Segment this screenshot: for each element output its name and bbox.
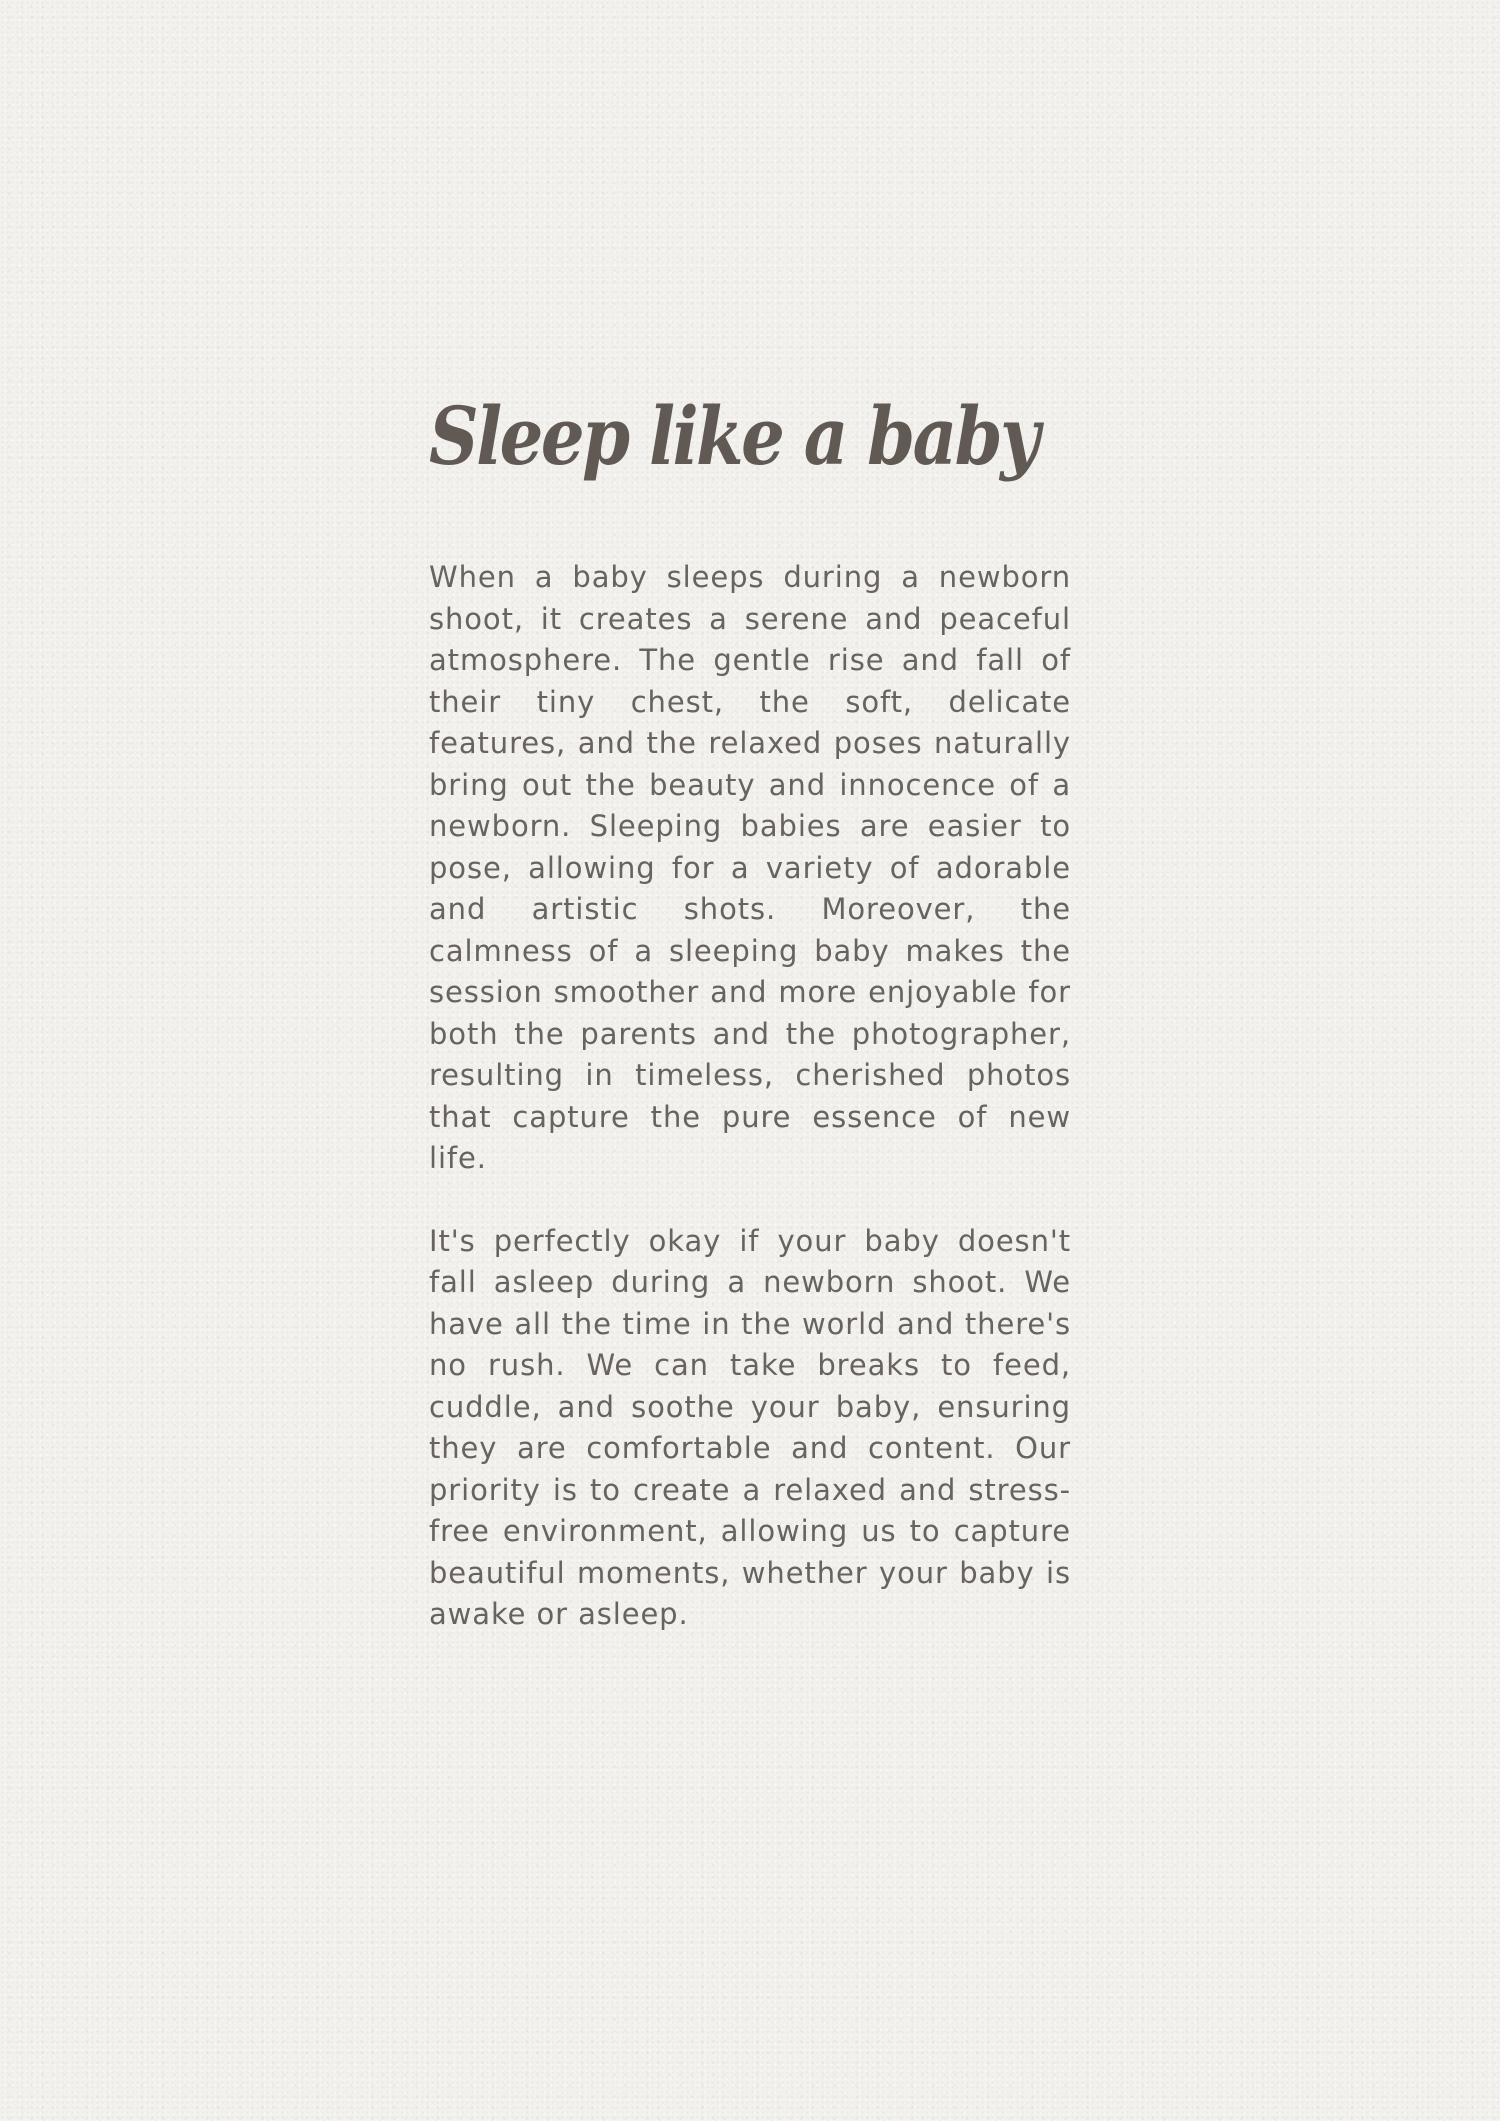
document-content: [429, 380, 1071, 1636]
paragraph-awake-baby: It's perfectly okay if your baby doesn't fall asleep during a newborn shoot. We have all the time in the world and there's no rush. We can take breaks to feed, cuddle, and soothe your baby, ensuring they are comfortable and content. Our priority is to create a relaxed and stress-free environment, allowing us to capture beautiful moments, whether your baby is awake or asleep.: [429, 1223, 1071, 1631]
paragraph-sleeping-baby: When a baby sleeps during a newborn shoot, it creates a serene and peaceful atmosphere. The gentle rise and fall of their tiny chest, the soft, delicate features, and the relaxed poses naturally bring out the beauty and innocence of a newborn. Sleeping babies are easier to pose, allowing for a variety of adorable and artistic shots. Moreover, the calmness of a sleeping baby makes the session smoother and more enjoyable for both the parents and the photographer, resulting in timeless, cherished photos that capture the pure essence of new life.: [429, 560, 1071, 1175]
page-title: Sleep like a baby: [429, 389, 1038, 483]
